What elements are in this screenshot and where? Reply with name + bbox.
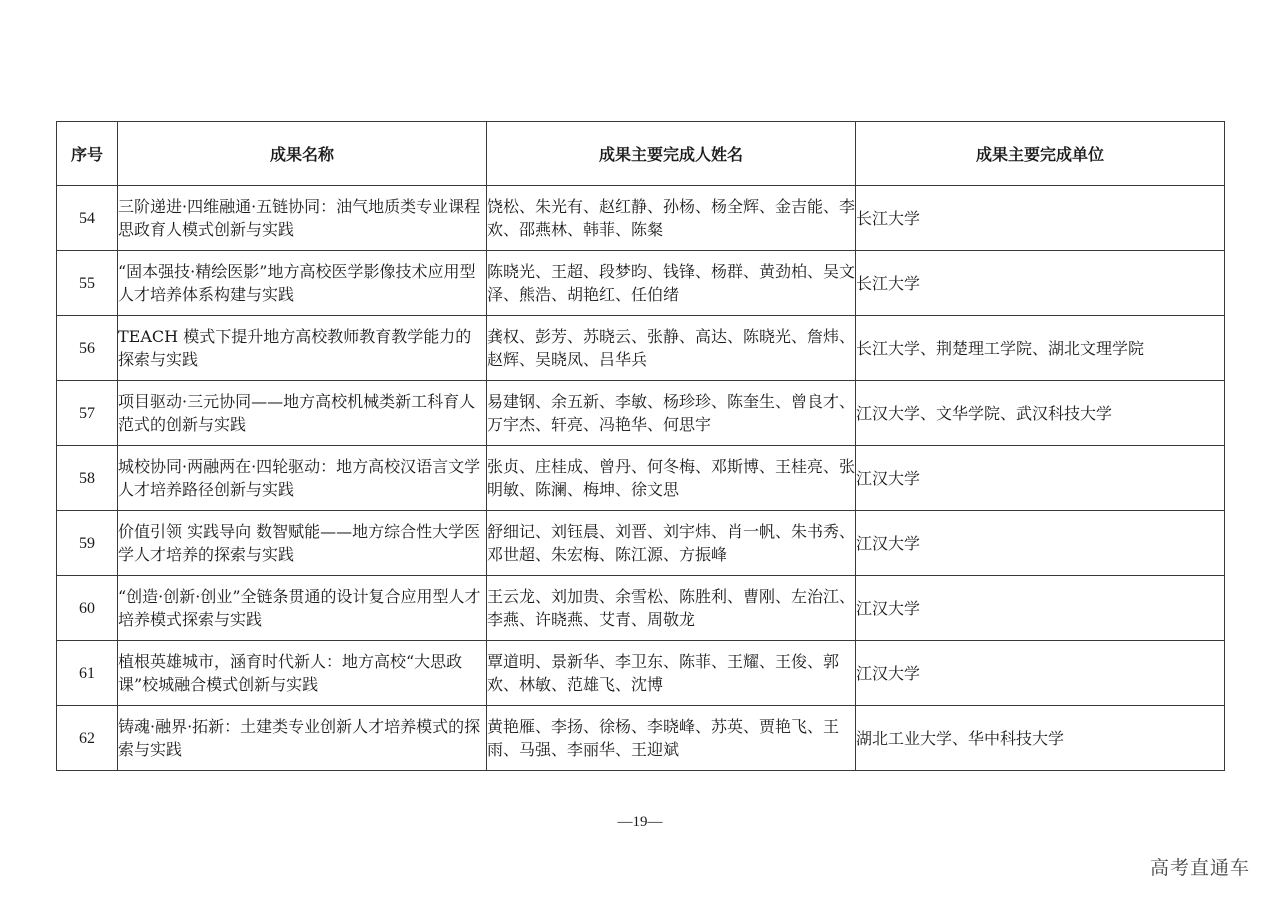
table-row (57, 706, 1225, 771)
row-number: 56 (57, 316, 118, 381)
achievement-title: “固本强技·精绘医影”地方高校医学影像技术应用型人才培养体系构建与实践 (118, 251, 487, 316)
row-number: 58 (57, 446, 118, 511)
achievement-title: 项目驱动·三元协同——地方高校机械类新工科育人范式的创新与实践 (118, 381, 487, 446)
institutions: 湖北工业大学、华中科技大学 (856, 706, 1225, 771)
contributors: 龚权、彭芳、苏晓云、张静、高达、陈晓光、詹炜、赵辉、吴晓凤、吕华兵 (487, 316, 856, 381)
contributors: 王云龙、刘加贵、余雪松、陈胜利、曹刚、左治江、李燕、许晓燕、艾青、周敬龙 (487, 576, 856, 641)
header-units: 成果主要完成单位 (856, 122, 1225, 186)
institutions: 长江大学、荆楚理工学院、湖北文理学院 (856, 316, 1225, 381)
achievement-title: 植根英雄城市，涵育时代新人：地方高校“大思政课”校城融合模式创新与实践 (118, 641, 487, 706)
table-row (57, 576, 1225, 641)
awards-table (56, 121, 1225, 771)
row-number: 61 (57, 641, 118, 706)
contributors: 舒细记、刘钰晨、刘晋、刘宇炜、肖一帆、朱书秀、邓世超、朱宏梅、陈江源、方振峰 (487, 511, 856, 576)
institutions: 长江大学 (856, 251, 1225, 316)
row-number: 62 (57, 706, 118, 771)
header-people: 成果主要完成人姓名 (487, 122, 856, 186)
page-number: —19— (617, 814, 663, 830)
table-row (57, 641, 1225, 706)
contributors: 覃道明、景新华、李卫东、陈菲、王耀、王俊、郭欢、林敏、范雄飞、沈博 (487, 641, 856, 706)
institutions: 江汉大学 (856, 576, 1225, 641)
achievement-title: 城校协同·两融两在·四轮驱动：地方高校汉语言文学人才培养路径创新与实践 (118, 446, 487, 511)
institutions: 江汉大学 (856, 641, 1225, 706)
table-body (57, 186, 1225, 771)
row-number: 55 (57, 251, 118, 316)
table-header-row (57, 122, 1225, 186)
achievement-title: TEACH 模式下提升地方高校教师教育教学能力的探索与实践 (118, 316, 487, 381)
contributors: 张贞、庄桂成、曾丹、何冬梅、邓斯博、王桂亮、张明敏、陈澜、梅坤、徐文思 (487, 446, 856, 511)
table-row (57, 251, 1225, 316)
institutions: 长江大学 (856, 186, 1225, 251)
row-number: 57 (57, 381, 118, 446)
achievement-title: 铸魂·融界·拓新：土建类专业创新人才培养模式的探索与实践 (118, 706, 487, 771)
contributors: 陈晓光、王超、段梦昀、钱锋、杨群、黄劲柏、吴文泽、熊浩、胡艳红、任伯绪 (487, 251, 856, 316)
institutions: 江汉大学、文华学院、武汉科技大学 (856, 381, 1225, 446)
achievement-title: “创造·创新·创业”全链条贯通的设计复合应用型人才培养模式探索与实践 (118, 576, 487, 641)
table-row (57, 381, 1225, 446)
header-no: 序号 (57, 122, 118, 186)
contributors: 黄艳雁、李扬、徐杨、李晓峰、苏英、贾艳飞、王雨、马强、李丽华、王迎斌 (487, 706, 856, 771)
row-number: 59 (57, 511, 118, 576)
table-row (57, 446, 1225, 511)
watermark-text: 高考直通车 (1149, 857, 1250, 879)
institutions: 江汉大学 (856, 446, 1225, 511)
table-row (57, 186, 1225, 251)
row-number: 54 (57, 186, 118, 251)
contributors: 易建钢、余五新、李敏、杨珍珍、陈奎生、曾良才、万宇杰、轩亮、冯艳华、何思宇 (487, 381, 856, 446)
institutions: 江汉大学 (856, 511, 1225, 576)
achievement-title: 三阶递进·四维融通·五链协同：油气地质类专业课程思政育人模式创新与实践 (118, 186, 487, 251)
table-row (57, 511, 1225, 576)
header-title: 成果名称 (118, 122, 487, 186)
contributors: 饶松、朱光有、赵红静、孙杨、杨全辉、金吉能、李欢、邵燕林、韩菲、陈粲 (487, 186, 856, 251)
achievement-title: 价值引领 实践导向 数智赋能——地方综合性大学医学人才培养的探索与实践 (118, 511, 487, 576)
table-row (57, 316, 1225, 381)
row-number: 60 (57, 576, 118, 641)
